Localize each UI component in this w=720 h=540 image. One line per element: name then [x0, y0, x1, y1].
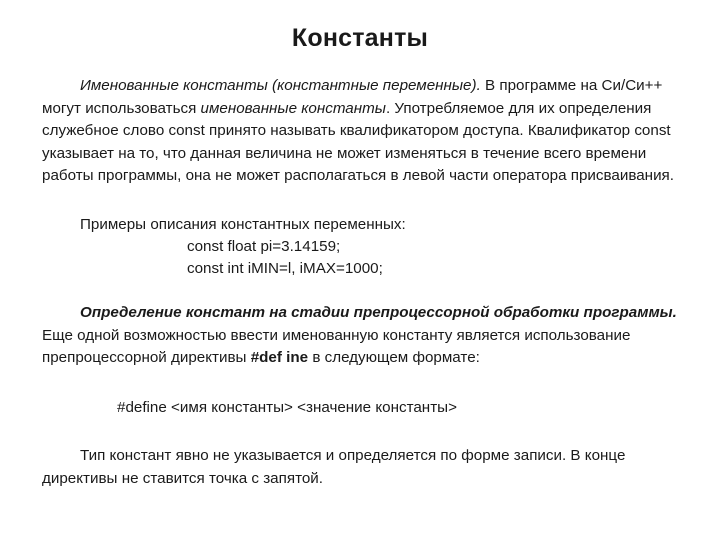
keyword-const: const [168, 122, 205, 139]
text-segment: принято называть квалификатором доступа. Квалификатор [204, 122, 635, 139]
text-segment: указывает на то, что данная величина не может изменяться в течение всего времени работы программы, она не может располагаться в левой части оператора присваивания. [42, 144, 674, 184]
slide-title: Константы [291, 24, 429, 52]
text-segment: . Употребляемое для их определения служебное слово [42, 99, 652, 139]
example-line-pi: const float pi=3.14159; [187, 238, 341, 255]
text-segment: В программе на Си/Си++ могут использоваться [42, 77, 663, 117]
paragraph-type-note: Тип констант явно не указывается и определяется по форме записи. В конце директивы не ставится точка с запятой. [42, 447, 626, 487]
paragraph-preprocessor-constants [42, 302, 682, 370]
keyword-const: const [634, 122, 671, 139]
text-segment: Еще одной возможностью ввести именованную константу является использование препроцессорной директивы [42, 326, 631, 366]
example-line-imin-imax: const int iMIN=l, iMAX=1000; [187, 260, 383, 277]
examples-intro: Примеры описания константных переменных: [80, 216, 406, 233]
paragraph-named-constants [42, 75, 682, 188]
define-format-line: #define <имя константы> <значение константы> [117, 399, 457, 416]
named-constants-heading: Именованные константы (константные переменные). [80, 77, 481, 94]
text-segment: в следующем формате: [308, 349, 480, 366]
keyword-define: #def ine [250, 349, 309, 366]
preprocessor-heading: Определение констант на стадии препроцессорной обработки программы. [80, 304, 677, 321]
italic-term: именованные константы [200, 99, 386, 117]
